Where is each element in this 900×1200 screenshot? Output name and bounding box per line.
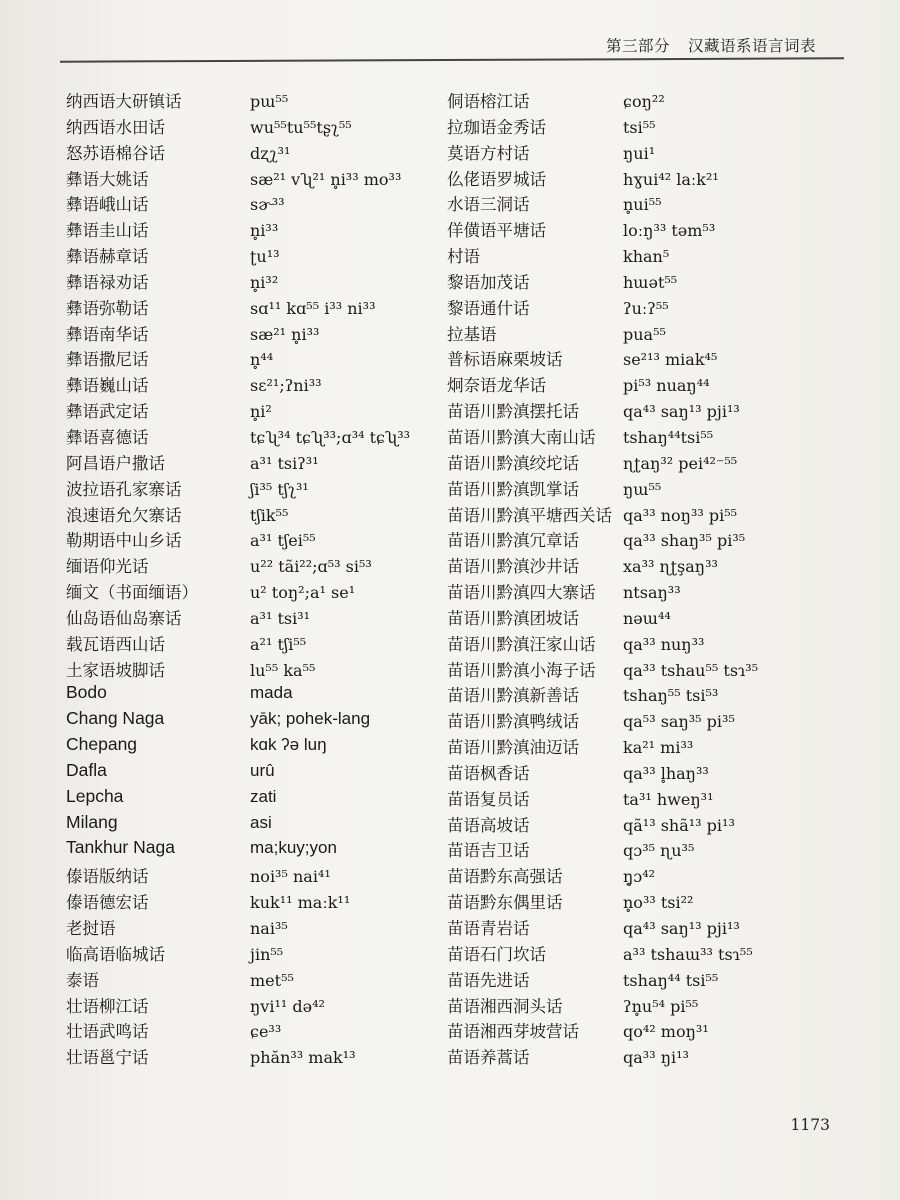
phonetic-form: n̥i²	[250, 402, 272, 422]
language-name: 彝语武定话	[66, 402, 149, 422]
word-entry-row	[66, 657, 410, 683]
language-name: 苗语青岩话	[447, 919, 530, 938]
phonetic-form: nai³⁵	[250, 919, 288, 938]
phonetic-form: ŋ̥ɔ⁴²	[623, 867, 656, 887]
word-entry-row	[447, 967, 758, 993]
language-name: 苗语川黔滇冗章话	[447, 531, 579, 551]
right-word-column	[447, 88, 758, 1070]
word-entry-row	[66, 269, 410, 295]
phonetic-form: ŋvi¹¹ də⁴²	[250, 996, 325, 1016]
word-entry-row	[66, 166, 410, 192]
language-name: 壮语武鸣话	[66, 1022, 149, 1042]
phonetic-form: qa³³ nuŋ³³	[623, 634, 705, 654]
phonetic-form: ʔuːʔ⁵⁵	[623, 298, 669, 318]
phonetic-form: sæ²¹ n̥i³³	[250, 324, 320, 344]
word-entry-row	[447, 269, 758, 295]
word-entry-row	[447, 217, 758, 243]
word-entry-row	[447, 372, 758, 398]
language-name: 村语	[447, 247, 480, 267]
phonetic-form: ʈu¹³	[250, 247, 280, 267]
word-entry-row	[447, 321, 758, 347]
language-name: 临高语临城话	[66, 944, 165, 964]
phonetic-form: a²¹ tʃi⁵⁵	[250, 634, 307, 654]
language-name: 苗语高坡话	[447, 815, 530, 835]
phonetic-form: hɯət⁵⁵	[623, 272, 678, 292]
phonetic-form: tɕʯ³⁴ tɕʯ³³;ɑ³⁴ tɕʯ³³	[250, 427, 411, 447]
language-name: 纳西语大研镇话	[66, 92, 182, 111]
phonetic-form: qa³³ shaŋ³⁵ pi³⁵	[623, 531, 746, 551]
word-entry-row	[66, 1044, 410, 1070]
language-name: Lepcha	[66, 785, 124, 806]
phonetic-form: qa⁴³ saŋ¹³ pji¹³	[623, 919, 740, 938]
word-entry-row	[66, 372, 410, 398]
phonetic-form: n̥ui⁵⁵	[623, 195, 662, 215]
phonetic-form: xa³³ ɳʈşaŋ³³	[623, 557, 718, 577]
language-name: 仙岛语仙岛寨话	[66, 608, 182, 628]
word-entry-row	[66, 837, 410, 863]
word-entry-row	[447, 166, 758, 192]
word-entry-row	[447, 682, 758, 708]
word-entry-row	[447, 140, 758, 166]
phonetic-form: sɚ³³	[250, 195, 285, 215]
word-entry-row	[66, 579, 410, 605]
phonetic-form: dʐʅ³¹	[250, 143, 291, 163]
phonetic-form: pi⁵³ nuaŋ⁴⁴	[623, 376, 710, 396]
language-name: Bodo	[66, 682, 107, 703]
phonetic-form: tshaŋ⁴⁴ tsi⁵⁵	[623, 970, 719, 990]
word-entry-row	[447, 1018, 758, 1044]
word-entry-row	[66, 527, 410, 553]
language-name: 苗语川黔滇团坡话	[447, 608, 579, 628]
language-name: 苗语川黔滇凯掌话	[447, 479, 579, 499]
language-name: Chepang	[66, 734, 138, 755]
phonetic-form: lu⁵⁵ ka⁵⁵	[250, 660, 316, 680]
language-name: 苗语川黔滇油迈话	[447, 738, 579, 758]
language-name: 载瓦语西山话	[66, 634, 165, 654]
language-name: 苗语川黔滇小海子话	[447, 660, 596, 680]
phonetic-form: u²² tãi²²;ɑ⁵³ si⁵³	[250, 557, 372, 577]
phonetic-form: hɣui⁴² laːk²¹	[623, 169, 719, 189]
phonetic-form: qa³³ tshau⁵⁵ tsɿ³⁵	[623, 660, 759, 680]
language-name: Dafla	[66, 759, 107, 780]
language-name: 苗语川黔滇大南山话	[447, 427, 596, 447]
phonetic-form: sɑ¹¹ kɑ⁵⁵ i³³ ni³³	[250, 298, 376, 318]
word-entry-row	[66, 734, 410, 760]
language-name: 波拉语孔家寨话	[66, 479, 182, 499]
phonetic-form: mada	[250, 683, 293, 703]
word-entry-row	[447, 657, 758, 683]
language-name: 苗语川黔滇汪家山话	[447, 634, 596, 654]
word-entry-row	[447, 191, 758, 217]
language-name: 苗语湘西洞头话	[447, 996, 563, 1016]
phonetic-form: qo⁴² moŋ³¹	[623, 1022, 709, 1042]
language-name: 彝语喜德话	[66, 427, 149, 447]
language-name: 莫语方村话	[447, 143, 530, 163]
phonetic-form: ka²¹ mi³³	[623, 738, 694, 758]
language-name: 苗语川黔滇绞坨话	[447, 453, 579, 473]
word-entry-row	[447, 450, 758, 476]
word-entry-row	[447, 837, 758, 863]
phonetic-form: tʃik⁵⁵	[250, 505, 289, 525]
word-entry-row	[66, 708, 410, 734]
language-name: 彝语禄劝话	[66, 272, 149, 292]
word-entry-row	[66, 450, 410, 476]
phonetic-form: a³¹ tsi³¹	[250, 608, 311, 628]
language-name: 彝语圭山话	[66, 221, 149, 241]
word-entry-row	[66, 424, 410, 450]
language-name: 纳西语水田话	[66, 117, 165, 137]
language-name: 老挝语	[66, 919, 116, 938]
phonetic-form: qa³³ noŋ³³ pi⁵⁵	[623, 505, 738, 525]
language-name: 苗语川黔滇平塘西关话	[447, 505, 612, 525]
word-entry-row	[447, 243, 758, 269]
word-entry-row	[66, 863, 410, 889]
running-head	[606, 34, 816, 56]
language-name: 彝语巍山话	[66, 376, 149, 396]
phonetic-form: ɕe³³	[250, 1022, 282, 1042]
language-name: 彝语赫章话	[66, 247, 149, 267]
language-name: 勒期语中山乡话	[66, 531, 182, 551]
word-entry-row	[66, 915, 410, 941]
language-name: 佯僙语平塘话	[447, 221, 546, 241]
word-entry-row	[447, 502, 758, 528]
language-name: 苗语川黔滇摆托话	[447, 402, 579, 422]
language-name: 壮语邕宁话	[66, 1048, 149, 1068]
word-entry-row	[66, 476, 410, 502]
phonetic-form: urû	[250, 760, 275, 780]
phonetic-form: a³¹ tʃei⁵⁵	[250, 531, 316, 551]
page-number: 1173	[790, 1116, 830, 1134]
phonetic-form: a³³ tshaɯ³³ tsɿ⁵⁵	[623, 944, 753, 964]
phonetic-form: u² toŋ²;a¹ se¹	[250, 583, 356, 603]
phonetic-form: pua⁵⁵	[623, 324, 666, 344]
word-entry-row	[447, 424, 758, 450]
phonetic-form: qa⁵³ saŋ³⁵ pi³⁵	[623, 712, 735, 732]
word-entry-row	[447, 631, 758, 657]
word-entry-row	[447, 114, 758, 140]
phonetic-form: ɳʈaŋ³² pei⁴²⁻⁵⁵	[623, 453, 738, 473]
phonetic-form: n̥o³³ tsi²²	[623, 893, 694, 913]
word-entry-row	[66, 502, 410, 528]
phonetic-form: jin⁵⁵	[250, 944, 284, 964]
language-name: 苗语湘西芽坡营话	[447, 1022, 579, 1042]
phonetic-form: sæ²¹ vʯ²¹ n̥i³³ mo³³	[250, 169, 402, 189]
phonetic-form: tsi⁵⁵	[623, 117, 656, 137]
phonetic-form: ŋɯ⁵⁵	[623, 479, 662, 499]
word-entry-row	[447, 993, 758, 1019]
phonetic-form: tshaŋ⁵⁵ tsi⁵³	[623, 686, 719, 706]
phonetic-form: asi	[250, 812, 272, 832]
language-name: 苗语川黔滇新善话	[447, 686, 579, 706]
word-entry-row	[66, 243, 410, 269]
phonetic-form: zati	[250, 786, 277, 806]
word-entry-row	[66, 993, 410, 1019]
word-entry-row	[66, 321, 410, 347]
language-name: 浪速语允欠寨话	[66, 505, 182, 525]
word-entry-row	[447, 708, 758, 734]
word-entry-row	[66, 346, 410, 372]
word-entry-row	[66, 760, 410, 786]
word-entry-row	[66, 114, 410, 140]
phonetic-form: kɑk ʔə luŋ	[250, 735, 327, 755]
language-name: 彝语大姚话	[66, 169, 149, 189]
language-name: 土家语坡脚话	[66, 660, 165, 680]
language-name: Milang	[66, 811, 118, 832]
phonetic-form: sɛ²¹;ʔni³³	[250, 376, 322, 396]
word-entry-row	[447, 88, 758, 114]
phonetic-form: qa³³ ŋi¹³	[623, 1048, 689, 1068]
word-entry-row	[66, 553, 410, 579]
phonetic-form: qa³³ l̥haŋ³³	[623, 763, 709, 783]
language-name: 傣语德宏话	[66, 893, 149, 913]
language-name: 怒苏语棉谷话	[66, 143, 165, 163]
phonetic-form: a³¹ tsiʔ³¹	[250, 453, 319, 473]
language-name: 彝语峨山话	[66, 195, 149, 215]
phonetic-form: n̥i³²	[250, 272, 279, 292]
language-name: 苗语石门坎话	[447, 944, 546, 964]
word-entry-row	[447, 579, 758, 605]
language-name: 侗语榕江话	[447, 92, 530, 111]
language-name: 黎语通什话	[447, 298, 530, 318]
word-entry-row	[447, 786, 758, 812]
phonetic-form: wu⁵⁵tu⁵⁵tʂʅ⁵⁵	[250, 117, 352, 137]
language-name: 仫佬语罗城话	[447, 169, 546, 189]
phonetic-form: n̥⁴⁴	[250, 350, 274, 370]
language-name: 阿昌语户撒话	[66, 453, 165, 473]
word-entry-row	[66, 191, 410, 217]
word-entry-row	[447, 889, 758, 915]
word-entry-row	[66, 398, 410, 424]
phonetic-form: ma;kuy;yon	[250, 838, 337, 858]
word-entry-row	[66, 605, 410, 631]
language-name: 拉基语	[447, 324, 497, 344]
language-name: Chang Naga	[66, 708, 165, 729]
word-entry-row	[66, 88, 410, 114]
word-entry-row	[66, 786, 410, 812]
phonetic-form: met⁵⁵	[250, 970, 294, 990]
language-name: 壮语柳江话	[66, 996, 149, 1016]
language-name: 普标语麻栗坡话	[447, 350, 563, 370]
word-entry-row	[66, 217, 410, 243]
word-entry-row	[66, 631, 410, 657]
word-entry-row	[447, 941, 758, 967]
language-name: 拉珈语金秀话	[447, 117, 546, 137]
language-name: 苗语复员话	[447, 789, 530, 809]
language-name: 苗语黔东偶里话	[447, 893, 563, 913]
language-name: 炯奈语龙华话	[447, 376, 546, 396]
word-entry-row	[447, 812, 758, 838]
phonetic-form: nəɯ⁴⁴	[623, 608, 671, 628]
word-entry-row	[66, 140, 410, 166]
word-entry-row	[447, 553, 758, 579]
phonetic-form: n̥i³³	[250, 221, 279, 241]
phonetic-form: phăn³³ mak¹³	[250, 1048, 356, 1068]
language-name: 水语三洞话	[447, 195, 530, 215]
phonetic-form: ŋui¹	[623, 143, 656, 163]
word-entry-row	[66, 812, 410, 838]
phonetic-form: qã¹³ shã¹³ pi¹³	[623, 815, 735, 835]
running-head-part: 第三部分	[605, 37, 670, 55]
language-name: 苗语黔东高强话	[447, 867, 563, 887]
language-name: 苗语川黔滇沙井话	[447, 557, 579, 577]
language-name: 苗语吉卫话	[447, 841, 530, 861]
language-name: 苗语养蒿话	[447, 1048, 530, 1068]
phonetic-form: se²¹³ miak⁴⁵	[623, 350, 718, 370]
word-entry-row	[66, 682, 410, 708]
phonetic-form: loːŋ³³ təm⁵³	[623, 221, 716, 241]
word-entry-row	[447, 295, 758, 321]
word-entry-row	[447, 863, 758, 889]
language-name: 苗语川黔滇鸭绒话	[447, 712, 579, 732]
word-entry-row	[447, 476, 758, 502]
language-name: 黎语加茂话	[447, 272, 530, 292]
word-entry-row	[447, 527, 758, 553]
word-entry-row	[66, 1018, 410, 1044]
phonetic-form: ɕoŋ²²	[623, 92, 665, 111]
language-name: 苗语先进话	[447, 970, 530, 990]
word-entry-row	[66, 967, 410, 993]
running-head-title: 汉藏语系语言词表	[687, 37, 816, 55]
language-name: 苗语川黔滇四大寨话	[447, 583, 596, 603]
word-entry-row	[66, 889, 410, 915]
language-name: 彝语弥勒话	[66, 298, 149, 318]
phonetic-form: tshaŋ⁴⁴tsi⁵⁵	[623, 427, 714, 447]
phonetic-form: ʔn̥u⁵⁴ pi⁵⁵	[623, 996, 699, 1016]
language-name: 泰语	[66, 970, 99, 990]
phonetic-form: pɯ⁵⁵	[250, 92, 289, 111]
language-name: 苗语枫香话	[447, 763, 530, 783]
phonetic-form: khan⁵	[623, 247, 670, 267]
phonetic-form: noi³⁵ nai⁴¹	[250, 867, 331, 887]
word-entry-row	[66, 941, 410, 967]
language-name: Tankhur Naga	[66, 837, 175, 858]
word-entry-row	[447, 734, 758, 760]
language-name: 傣语版纳话	[66, 867, 149, 887]
language-name: 缅文（书面缅语）	[66, 583, 198, 603]
header-rule	[60, 57, 844, 62]
phonetic-form: ʃi³⁵ tʃʅ³¹	[250, 479, 309, 499]
word-entry-row	[447, 915, 758, 941]
phonetic-form: qɔ³⁵ ɳu³⁵	[623, 841, 695, 861]
phonetic-form: kuk¹¹ maːk¹¹	[250, 893, 351, 913]
phonetic-form: yāk; pohek-lang	[250, 709, 371, 729]
left-word-column	[66, 88, 410, 1070]
language-name: 彝语南华话	[66, 324, 149, 344]
word-entry-row	[447, 346, 758, 372]
word-entry-row	[447, 605, 758, 631]
phonetic-form: ntsaŋ³³	[623, 583, 681, 603]
word-entry-row	[66, 295, 410, 321]
language-name: 缅语仰光话	[66, 557, 149, 577]
language-name: 彝语撒尼话	[66, 350, 149, 370]
phonetic-form: qa⁴³ saŋ¹³ pji¹³	[623, 402, 740, 422]
word-entry-row	[447, 760, 758, 786]
word-entry-row	[447, 398, 758, 424]
phonetic-form: ta³¹ hweŋ³¹	[623, 789, 714, 809]
word-entry-row	[447, 1044, 758, 1070]
